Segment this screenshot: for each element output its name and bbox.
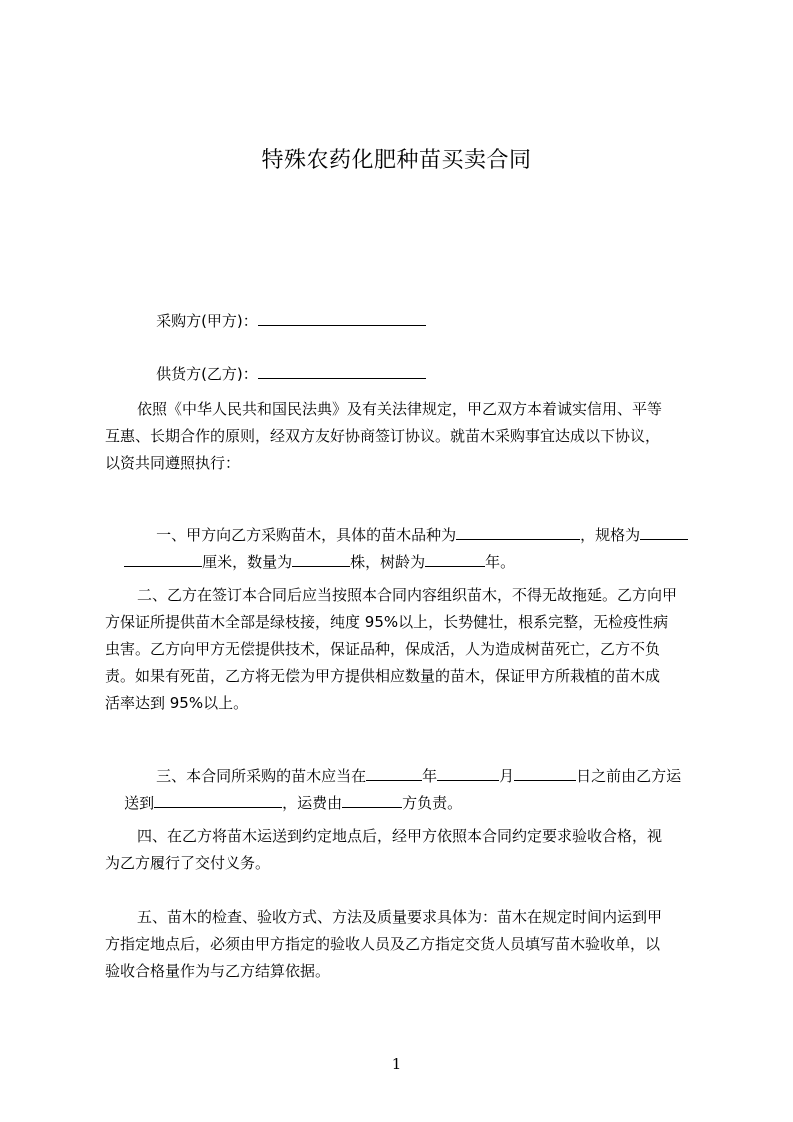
clause1-line2 (105, 532, 515, 592)
clause3-text: ，运费由 (282, 794, 343, 812)
clause2-line: 活率达到 95%以上。 (105, 694, 249, 712)
clause3-text: 年 (422, 767, 438, 785)
preamble-line: 以资共同遵照执行： (105, 454, 241, 472)
preamble-line: 依照《中华人民共和国民法典》及有关法律规定，甲乙双方本着诚实信用、平等 (137, 400, 663, 418)
spec-blank-cont[interactable] (124, 552, 202, 567)
clause2-line: 二、乙方在签订本合同后应当按照本合同内容组织苗木，不得无故拖延。乙方向甲 (137, 586, 678, 604)
clause1-text: ，规格为 (580, 526, 641, 544)
clause3-text: 三、本合同所采购的苗木应当在 (156, 767, 367, 785)
spec-blank[interactable] (640, 525, 688, 540)
clause1-text: 厘米，数量为 (202, 553, 293, 571)
clause3-text: 日之前由乙方运 (576, 767, 682, 785)
clause2-line: 责。如果有死苗，乙方将无偿为甲方提供相应数量的苗木，保证甲方所栽植的苗木成 (105, 667, 661, 685)
freight-party-blank[interactable] (342, 793, 402, 808)
clause3-text: 月 (499, 767, 515, 785)
clause1-text: 年。 (485, 553, 516, 571)
seller-label: 供货方(乙方)： (156, 365, 258, 383)
clause4-line: 四、在乙方将苗木运送到约定地点后，经甲方依照本合同约定要求验收合格，视 (137, 827, 663, 845)
buyer-blank[interactable] (258, 311, 426, 326)
age-blank[interactable] (425, 552, 485, 567)
clause1-text: 一、甲方向乙方采购苗木，具体的苗木品种为 (156, 526, 457, 544)
clause4-line: 为乙方履行了交付义务。 (105, 854, 271, 872)
document-title: 特殊农药化肥种苗买卖合同 (261, 148, 532, 173)
clause1-text: 株，树龄为 (350, 553, 426, 571)
seller-line (137, 344, 426, 404)
clause3-line2 (105, 773, 462, 833)
day-blank[interactable] (514, 766, 576, 781)
clause2-line: 虫害。乙方向甲方无偿提供技术，保证品种，保成活，人为造成树苗死亡，乙方不负 (105, 640, 661, 658)
buyer-label: 采购方(甲方)： (156, 312, 258, 330)
clause5-line: 五、苗木的检查、验收方式、方法及质量要求具体为：苗木在规定时间内运到甲 (137, 908, 663, 926)
seller-blank[interactable] (258, 364, 426, 379)
destination-blank[interactable] (154, 793, 282, 808)
clause5-line: 方指定地点后，必须由甲方指定的验收人员及乙方指定交货人员填写苗木验收单，以 (105, 935, 661, 953)
quantity-blank[interactable] (292, 552, 350, 567)
clause5-line: 验收合格量作为与乙方结算依据。 (105, 962, 331, 980)
clause3-text: 方负责。 (402, 794, 463, 812)
buyer-line (137, 291, 426, 351)
page-number: 1 (391, 1055, 402, 1073)
preamble-line: 互惠、长期合作的原则，经双方友好协商签订协议。就苗木采购事宜达成以下协议， (105, 427, 661, 445)
clause3-text: 送到 (124, 794, 155, 812)
clause2-line: 方保证所提供苗木全部是绿枝接，纯度 95%以上，长势健壮，根系完整，无检疫性病 (105, 613, 669, 631)
